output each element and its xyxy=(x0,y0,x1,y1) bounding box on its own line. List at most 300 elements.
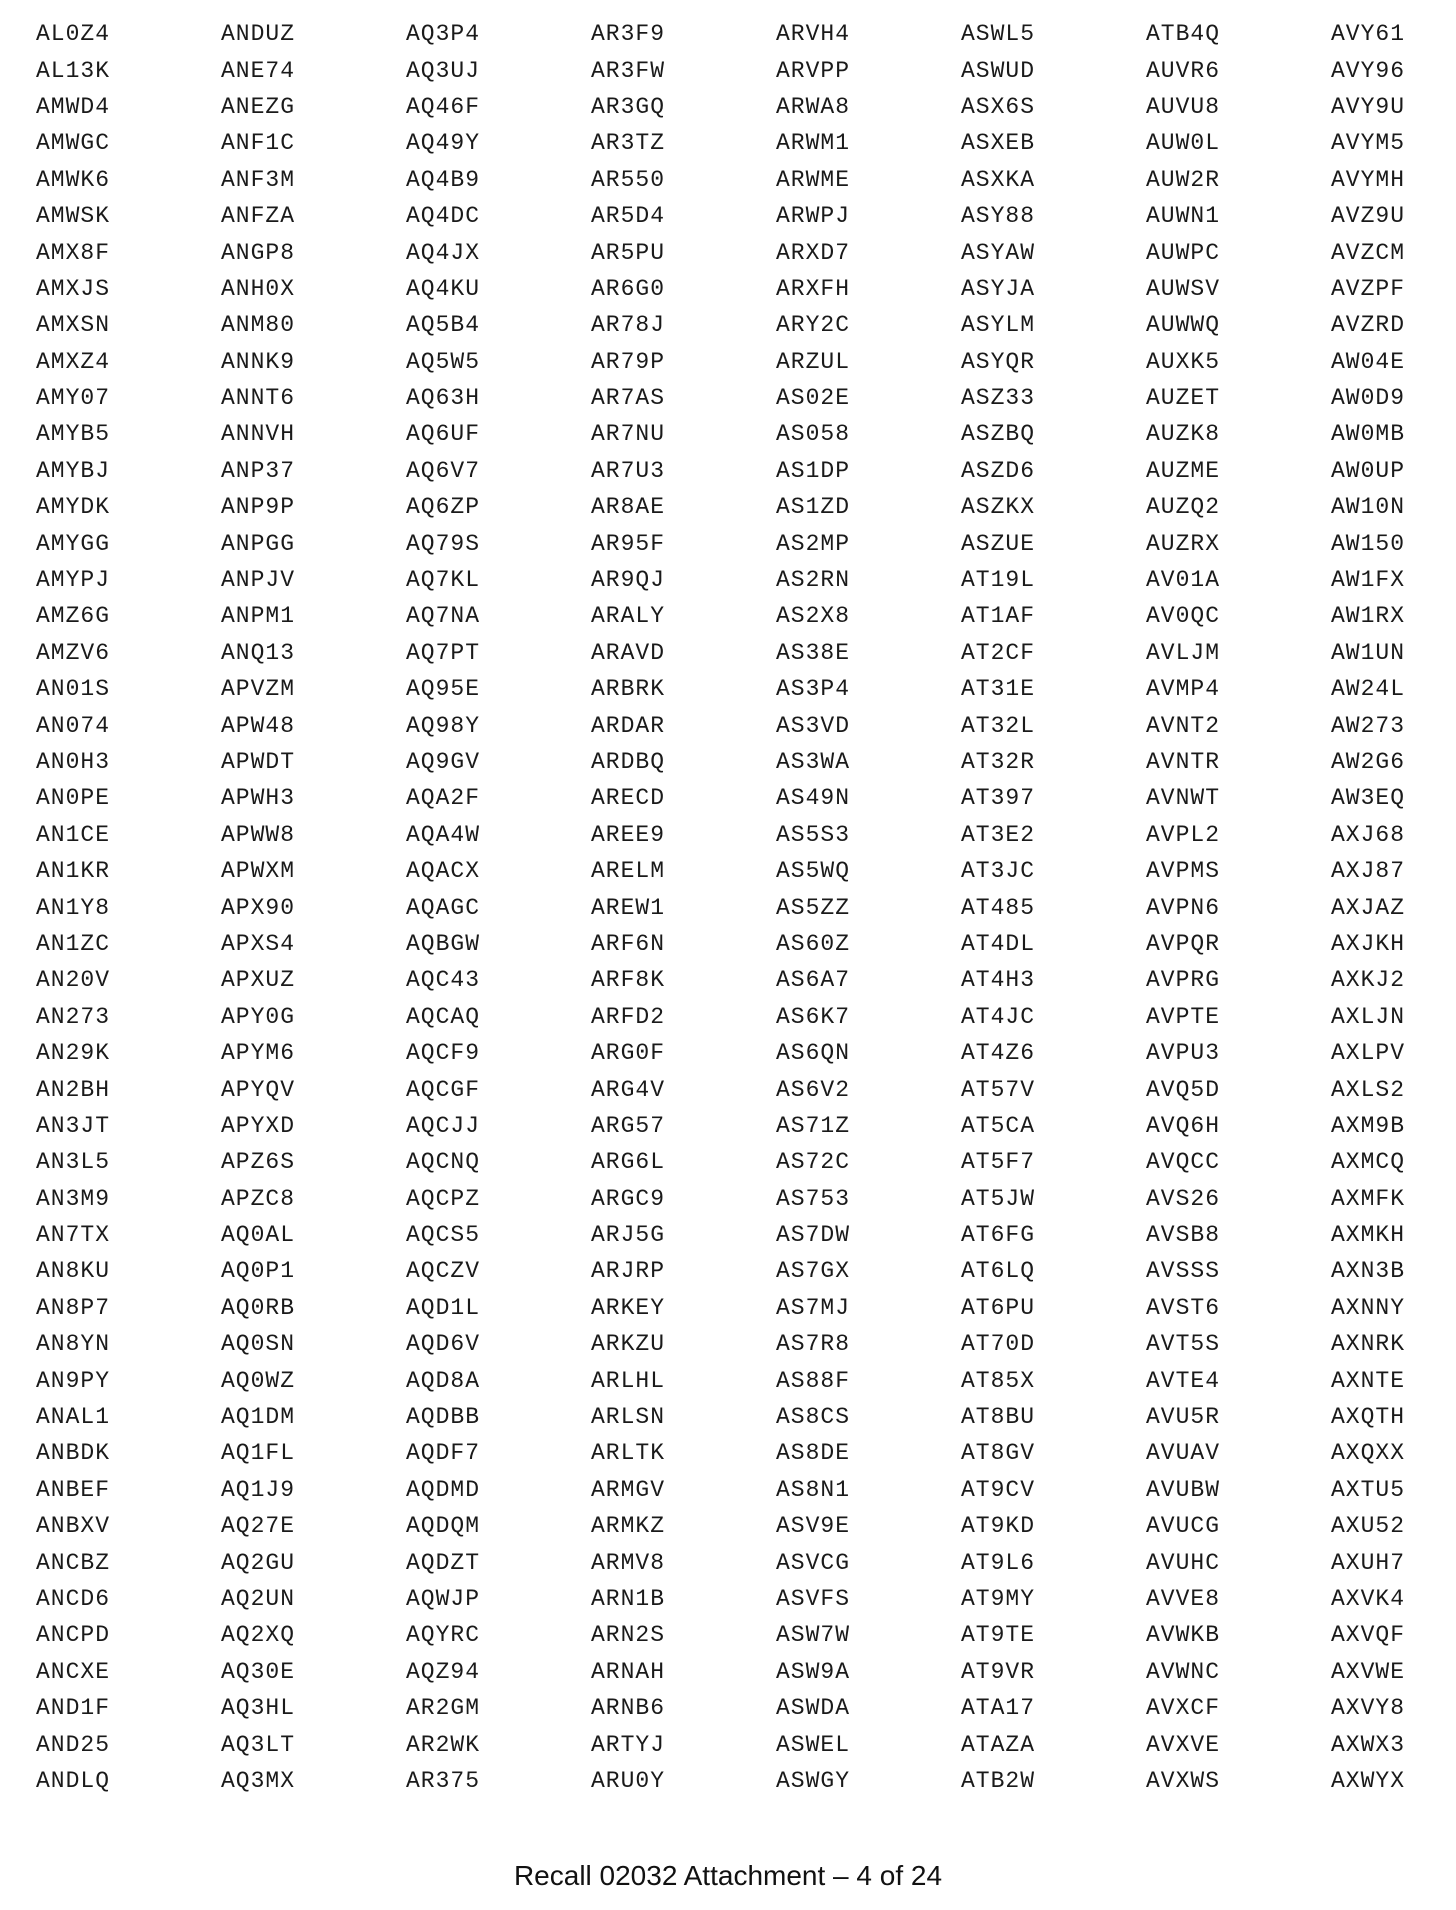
code-cell: AS1DP xyxy=(776,457,851,484)
code-cell: APX90 xyxy=(221,894,296,921)
code-cell: AUZET xyxy=(1146,385,1221,412)
code-cell: AXN3B xyxy=(1331,1258,1406,1285)
code-cell: ASZBQ xyxy=(961,421,1036,448)
code-cell: AR550 xyxy=(591,166,666,193)
code-cell: AVZCM xyxy=(1331,239,1406,266)
code-cell: ARXFH xyxy=(776,275,851,302)
code-cell: AUZK8 xyxy=(1146,421,1221,448)
code-cell: ASYAW xyxy=(961,239,1036,266)
code-cell: AW1RX xyxy=(1331,603,1406,630)
code-cell: AR5PU xyxy=(591,239,666,266)
code-cell: ANBDK xyxy=(36,1440,111,1467)
code-cell: AQ49Y xyxy=(406,130,481,157)
code-cell: AW0D9 xyxy=(1331,385,1406,412)
code-cell: AS2X8 xyxy=(776,603,851,630)
code-cell: ASXEB xyxy=(961,130,1036,157)
code-cell: AQCS5 xyxy=(406,1222,481,1249)
code-cell: AQDMD xyxy=(406,1476,481,1503)
code-cell: AXVY8 xyxy=(1331,1695,1406,1722)
code-cell: AXVK4 xyxy=(1331,1585,1406,1612)
code-cell: APVZM xyxy=(221,676,296,703)
code-cell: ASY88 xyxy=(961,203,1036,230)
code-cell: ARKEY xyxy=(591,1294,666,1321)
code-cell: APYM6 xyxy=(221,1040,296,1067)
code-cell: AMYBJ xyxy=(36,457,111,484)
code-cell: APW48 xyxy=(221,712,296,739)
code-cell: AMWGC xyxy=(36,130,111,157)
code-cell: AQ0WZ xyxy=(221,1367,296,1394)
code-cell: ASVFS xyxy=(776,1585,851,1612)
code-cell: AMYGG xyxy=(36,530,111,557)
code-cell: ARNB6 xyxy=(591,1695,666,1722)
code-cell: AT3E2 xyxy=(961,821,1036,848)
code-cell: AXTU5 xyxy=(1331,1476,1406,1503)
code-cell: ANBEF xyxy=(36,1476,111,1503)
code-cell: ASWL5 xyxy=(961,21,1036,48)
code-cell: AQ0AL xyxy=(221,1222,296,1249)
code-cell: ASYJA xyxy=(961,275,1036,302)
code-cell: AVNTR xyxy=(1146,749,1221,775)
code-cell: AVQ5D xyxy=(1146,1076,1221,1103)
code-cell: ASZD6 xyxy=(961,457,1036,484)
code-cell: AXUH7 xyxy=(1331,1549,1406,1576)
code-cell: AQ46F xyxy=(406,93,481,120)
code-cell: AQD1L xyxy=(406,1294,481,1321)
code-cell: ASWDA xyxy=(776,1695,851,1722)
code-cell: AQ9GV xyxy=(406,749,481,775)
code-cell: AVYM5 xyxy=(1331,130,1406,157)
code-cell: ARZUL xyxy=(776,348,851,375)
code-cell: AXLS2 xyxy=(1331,1076,1406,1103)
code-cell: APWDT xyxy=(221,749,296,775)
code-cell: AUXK5 xyxy=(1146,348,1221,375)
code-cell: AS3WA xyxy=(776,749,851,775)
code-cell: AVPTE xyxy=(1146,1003,1221,1030)
code-cell: AS2RN xyxy=(776,567,851,594)
code-cell: AMY07 xyxy=(36,385,111,412)
code-cell: AXU52 xyxy=(1331,1513,1406,1540)
code-cell: AN0PE xyxy=(36,785,111,812)
code-cell: AQ3P4 xyxy=(406,21,481,48)
code-cell: AXMCQ xyxy=(1331,1149,1406,1176)
code-cell: AQ4JX xyxy=(406,239,481,266)
code-cell: ANE74 xyxy=(221,57,296,84)
code-cell: AMZV6 xyxy=(36,639,111,666)
code-cell: ANEZG xyxy=(221,93,296,120)
code-cell: AS7MJ xyxy=(776,1294,851,1321)
code-cell: AS7R8 xyxy=(776,1331,851,1358)
code-cell: AQ3LT xyxy=(221,1731,296,1758)
code-cell: AR7AS xyxy=(591,385,666,412)
code-cell: AREW1 xyxy=(591,894,666,921)
code-cell: AN7TX xyxy=(36,1222,111,1249)
code-cell: ATB2W xyxy=(961,1767,1036,1794)
code-cell: AT8GV xyxy=(961,1440,1036,1467)
code-cell: AVPL2 xyxy=(1146,821,1221,848)
code-cell: AXMFK xyxy=(1331,1185,1406,1212)
code-cell: AVVE8 xyxy=(1146,1585,1221,1612)
code-cell: AS7DW xyxy=(776,1222,851,1249)
code-cell: AVLJM xyxy=(1146,639,1221,666)
code-cell: AQ3UJ xyxy=(406,57,481,84)
code-cell: AXJ87 xyxy=(1331,858,1406,885)
code-cell: AT6PU xyxy=(961,1294,1036,1321)
code-cell: AT4Z6 xyxy=(961,1040,1036,1067)
code-cell: AT9VR xyxy=(961,1658,1036,1685)
code-cell: ARN2S xyxy=(591,1622,666,1649)
code-cell: AXKJ2 xyxy=(1331,967,1406,994)
code-cell: AVUAV xyxy=(1146,1440,1221,1467)
code-cell: ARAVD xyxy=(591,639,666,666)
code-cell: AVS26 xyxy=(1146,1185,1221,1212)
code-cell: ASW7W xyxy=(776,1622,851,1649)
code-cell: AQDQM xyxy=(406,1513,481,1540)
code-cell: ARG4V xyxy=(591,1076,666,1103)
code-cell: ARU0Y xyxy=(591,1767,666,1794)
code-cell: ARELM xyxy=(591,858,666,885)
code-cell: ARMKZ xyxy=(591,1513,666,1540)
code-cell: AXNNY xyxy=(1331,1294,1406,1321)
page-footer: Recall 02032 Attachment – 4 of 24 xyxy=(513,1860,943,1891)
code-cell: APXUZ xyxy=(221,967,296,994)
code-cell: AR375 xyxy=(406,1767,481,1794)
code-cell: AR2WK xyxy=(406,1731,481,1758)
code-cell: AL13K xyxy=(36,57,111,84)
code-cell: ARJRP xyxy=(591,1258,666,1285)
code-cell: AR3FW xyxy=(591,57,666,84)
code-cell: AXNRK xyxy=(1331,1331,1406,1358)
code-cell: AQ3HL xyxy=(221,1695,296,1722)
code-cell: AT4JC xyxy=(961,1003,1036,1030)
code-cell: AQD8A xyxy=(406,1367,481,1394)
code-cell: AQDBB xyxy=(406,1404,481,1431)
code-cell: AQ0SN xyxy=(221,1331,296,1358)
code-cell: AR3GQ xyxy=(591,93,666,120)
code-cell: AS49N xyxy=(776,785,851,812)
code-cell: ARXD7 xyxy=(776,239,851,266)
code-cell: AT9MY xyxy=(961,1585,1036,1612)
code-cell: AS38E xyxy=(776,639,851,666)
code-cell: AS8N1 xyxy=(776,1476,851,1503)
code-cell: AVU5R xyxy=(1146,1404,1221,1431)
code-cell: AQ2XQ xyxy=(221,1622,296,1649)
code-cell: AT6FG xyxy=(961,1222,1036,1249)
code-cell: APYXD xyxy=(221,1112,296,1139)
code-cell: AUVR6 xyxy=(1146,57,1221,84)
code-cell: AN1KR xyxy=(36,858,111,885)
code-cell: ANCXE xyxy=(36,1658,111,1685)
code-cell: AXLJN xyxy=(1331,1003,1406,1030)
code-cell: AQDF7 xyxy=(406,1440,481,1467)
code-cell: AQ95E xyxy=(406,676,481,703)
code-cell: AS7GX xyxy=(776,1258,851,1285)
code-cell: AR3TZ xyxy=(591,130,666,157)
code-cell: AW150 xyxy=(1331,530,1406,557)
code-cell: AVY96 xyxy=(1331,57,1406,84)
code-cell: ANFZA xyxy=(221,203,296,230)
code-cell: AMWSK xyxy=(36,203,111,230)
code-cell: AS6QN xyxy=(776,1040,851,1067)
code-cell: AQZ94 xyxy=(406,1658,481,1685)
code-cell: AQCJJ xyxy=(406,1112,481,1139)
code-cell: AS1ZD xyxy=(776,494,851,521)
code-cell: AVPU3 xyxy=(1146,1040,1221,1067)
code-cell: AT4DL xyxy=(961,930,1036,957)
code-cell: AVZPF xyxy=(1331,275,1406,302)
code-cell: AVUHC xyxy=(1146,1549,1221,1576)
code-cell: AW2G6 xyxy=(1331,749,1406,775)
code-cell: AQ6V7 xyxy=(406,457,481,484)
code-cell: AR8AE xyxy=(591,494,666,521)
code-cell: ARGC9 xyxy=(591,1185,666,1212)
code-cell: AR3F9 xyxy=(591,21,666,48)
code-cell: AVXVE xyxy=(1146,1731,1221,1758)
code-cell: ANF1C xyxy=(221,130,296,157)
code-cell: AT19L xyxy=(961,567,1036,594)
code-cell: ANQ13 xyxy=(221,639,296,666)
code-cell: AUZME xyxy=(1146,457,1221,484)
code-cell: ANGP8 xyxy=(221,239,296,266)
code-cell: AN3M9 xyxy=(36,1185,111,1212)
code-cell: AVT5S xyxy=(1146,1331,1221,1358)
code-cell: ARALY xyxy=(591,603,666,630)
code-cell: ARG0F xyxy=(591,1040,666,1067)
code-cell: AQ0RB xyxy=(221,1294,296,1321)
code-cell: AVPRG xyxy=(1146,967,1221,994)
code-cell: AVST6 xyxy=(1146,1294,1221,1321)
code-cell: AQ0P1 xyxy=(221,1258,296,1285)
code-cell: ARBRK xyxy=(591,676,666,703)
code-cell: AS8DE xyxy=(776,1440,851,1467)
code-cell: AXNTE xyxy=(1331,1367,1406,1394)
code-cell: ARWME xyxy=(776,166,851,193)
code-cell: AT9L6 xyxy=(961,1549,1036,1576)
code-cell: ANPM1 xyxy=(221,603,296,630)
code-cell: AN8YN xyxy=(36,1331,111,1358)
code-cell: ARN1B xyxy=(591,1585,666,1612)
code-cell: AW10N xyxy=(1331,494,1406,521)
code-cell: AT32L xyxy=(961,712,1036,739)
code-cell: ARFD2 xyxy=(591,1003,666,1030)
code-cell: ARLHL xyxy=(591,1367,666,1394)
code-cell: AUVU8 xyxy=(1146,93,1221,120)
code-cell: AXVQF xyxy=(1331,1622,1406,1649)
code-cell: AMZ6G xyxy=(36,603,111,630)
code-cell: AVSB8 xyxy=(1146,1222,1221,1249)
code-cell: AN1Y8 xyxy=(36,894,111,921)
code-cell: AQ2GU xyxy=(221,1549,296,1576)
code-cell: ARTYJ xyxy=(591,1731,666,1758)
code-cell: ARVH4 xyxy=(776,21,851,48)
code-cell: AN2BH xyxy=(36,1076,111,1103)
code-cell: AS72C xyxy=(776,1149,851,1176)
code-cell: ARMV8 xyxy=(591,1549,666,1576)
code-cell: AW3EQ xyxy=(1331,785,1406,812)
code-cell: AVQ6H xyxy=(1146,1112,1221,1139)
code-cell: AVUCG xyxy=(1146,1513,1221,1540)
code-cell: ANDUZ xyxy=(221,21,296,48)
code-cell: AMYPJ xyxy=(36,567,111,594)
code-cell: AT1AF xyxy=(961,603,1036,630)
code-cell: AT5CA xyxy=(961,1112,1036,1139)
code-cell: AUZRX xyxy=(1146,530,1221,557)
code-cell: ASYLM xyxy=(961,312,1036,339)
code-cell: AR7NU xyxy=(591,421,666,448)
code-cell: AV01A xyxy=(1146,567,1221,594)
code-cell: APZ6S xyxy=(221,1149,296,1176)
code-cell: AREE9 xyxy=(591,821,666,848)
code-cell: AMYDK xyxy=(36,494,111,521)
code-cell: AQ4KU xyxy=(406,275,481,302)
code-cell: AND1F xyxy=(36,1695,111,1722)
code-cell: ARY2C xyxy=(776,312,851,339)
code-cell: AS753 xyxy=(776,1185,851,1212)
code-cell: ATAZA xyxy=(961,1731,1036,1758)
code-cell: AN3JT xyxy=(36,1112,111,1139)
code-cell: ARWM1 xyxy=(776,130,851,157)
code-cell: ASX6S xyxy=(961,93,1036,120)
code-cell: AVPN6 xyxy=(1146,894,1221,921)
code-cell: AVMP4 xyxy=(1146,676,1221,703)
code-cell: ASXKA xyxy=(961,166,1036,193)
code-cell: AUZQ2 xyxy=(1146,494,1221,521)
code-cell: AVQCC xyxy=(1146,1149,1221,1176)
code-cell: AS5WQ xyxy=(776,858,851,885)
code-cell: AUWN1 xyxy=(1146,203,1221,230)
code-cell: AT57V xyxy=(961,1076,1036,1103)
code-cell: AS5S3 xyxy=(776,821,851,848)
code-cell: APWW8 xyxy=(221,821,296,848)
code-cell: ASZ33 xyxy=(961,385,1036,412)
code-cell: AT9TE xyxy=(961,1622,1036,1649)
code-cell: AQ6ZP xyxy=(406,494,481,521)
code-cell: ARKZU xyxy=(591,1331,666,1358)
code-cell: AQ79S xyxy=(406,530,481,557)
code-cell: AW24L xyxy=(1331,676,1406,703)
code-cell: AR6G0 xyxy=(591,275,666,302)
code-cell: AQ98Y xyxy=(406,712,481,739)
code-cell: AN3L5 xyxy=(36,1149,111,1176)
code-cell: AUWSV xyxy=(1146,275,1221,302)
code-cell: AXLPV xyxy=(1331,1040,1406,1067)
code-cell: ASW9A xyxy=(776,1658,851,1685)
code-cell: AUWPC xyxy=(1146,239,1221,266)
code-cell: AT5JW xyxy=(961,1185,1036,1212)
code-cell: AS71Z xyxy=(776,1112,851,1139)
code-cell: ANF3M xyxy=(221,166,296,193)
code-cell: AQACX xyxy=(406,858,481,885)
code-cell: ARMGV xyxy=(591,1476,666,1503)
code-cell: ANNK9 xyxy=(221,348,296,375)
code-cell: APWH3 xyxy=(221,785,296,812)
code-cell: AQWJP xyxy=(406,1585,481,1612)
code-cell: AQCGF xyxy=(406,1076,481,1103)
code-cell: AS6A7 xyxy=(776,967,851,994)
code-cell: AT2CF xyxy=(961,639,1036,666)
code-cell: AXQXX xyxy=(1331,1440,1406,1467)
code-cell: AVNT2 xyxy=(1146,712,1221,739)
code-cell: ASWUD xyxy=(961,57,1036,84)
code-cell: AW1FX xyxy=(1331,567,1406,594)
code-cell: AVXCF xyxy=(1146,1695,1221,1722)
code-cell: ANCD6 xyxy=(36,1585,111,1612)
code-cell: AS3VD xyxy=(776,712,851,739)
code-cell: AT85X xyxy=(961,1367,1036,1394)
code-cell: AS058 xyxy=(776,421,851,448)
code-cell: AQ2UN xyxy=(221,1585,296,1612)
code-cell: AQ7KL xyxy=(406,567,481,594)
code-cell: AT5F7 xyxy=(961,1149,1036,1176)
code-cell: ANAL1 xyxy=(36,1404,111,1431)
code-cell: AXJAZ xyxy=(1331,894,1406,921)
code-cell: AL0Z4 xyxy=(36,21,111,48)
code-cell: AXJ68 xyxy=(1331,821,1406,848)
code-cell: APXS4 xyxy=(221,930,296,957)
code-table xyxy=(20,16,1420,1799)
code-cell: AN8P7 xyxy=(36,1294,111,1321)
code-cell: AQ4B9 xyxy=(406,166,481,193)
code-cell: APYQV xyxy=(221,1076,296,1103)
code-cell: AT6LQ xyxy=(961,1258,1036,1285)
code-cell: AT4H3 xyxy=(961,967,1036,994)
code-cell: ARLSN xyxy=(591,1404,666,1431)
code-cell: AQ1DM xyxy=(221,1404,296,1431)
code-cell: AXVWE xyxy=(1331,1658,1406,1685)
code-cell: AVYMH xyxy=(1331,166,1406,193)
code-cell: AVY61 xyxy=(1331,21,1406,48)
code-cell: AMWD4 xyxy=(36,93,111,120)
code-cell: ARWPJ xyxy=(776,203,851,230)
code-cell: ANCBZ xyxy=(36,1549,111,1576)
code-cell: AW273 xyxy=(1331,712,1406,739)
code-cell: AUW2R xyxy=(1146,166,1221,193)
code-cell: AR78J xyxy=(591,312,666,339)
code-cell: AVY9U xyxy=(1331,93,1406,120)
code-cell: AQAGC xyxy=(406,894,481,921)
code-cell: ASV9E xyxy=(776,1513,851,1540)
code-cell: AS60Z xyxy=(776,930,851,957)
code-cell: AN20V xyxy=(36,967,111,994)
code-cell: AUWWQ xyxy=(1146,312,1221,339)
code-cell: ANPJV xyxy=(221,567,296,594)
code-cell: AT9KD xyxy=(961,1513,1036,1540)
code-cell: ANNT6 xyxy=(221,385,296,412)
code-cell: AQBGW xyxy=(406,930,481,957)
code-cell: ARDBQ xyxy=(591,749,666,775)
code-cell: AR2GM xyxy=(406,1695,481,1722)
code-cell: AQ5B4 xyxy=(406,312,481,339)
code-cell: ARG57 xyxy=(591,1112,666,1139)
code-cell: AXMKH xyxy=(1331,1222,1406,1249)
code-cell: AMWK6 xyxy=(36,166,111,193)
code-cell: AW04E xyxy=(1331,348,1406,375)
code-cell: ANCPD xyxy=(36,1622,111,1649)
code-cell: AT397 xyxy=(961,785,1036,812)
code-cell: AXWYX xyxy=(1331,1767,1406,1794)
code-cell: AQCAQ xyxy=(406,1003,481,1030)
code-cell: AN0H3 xyxy=(36,749,111,775)
code-cell: AQ27E xyxy=(221,1513,296,1540)
code-cell: ASVCG xyxy=(776,1549,851,1576)
code-cell: AW1UN xyxy=(1331,639,1406,666)
code-cell: APWXM xyxy=(221,858,296,885)
code-cell: AXWX3 xyxy=(1331,1731,1406,1758)
code-cell: AQYRC xyxy=(406,1622,481,1649)
code-cell: AQ3MX xyxy=(221,1767,296,1794)
code-cell: AS2MP xyxy=(776,530,851,557)
code-cell: AW0MB xyxy=(1331,421,1406,448)
code-cell: AQCNQ xyxy=(406,1149,481,1176)
